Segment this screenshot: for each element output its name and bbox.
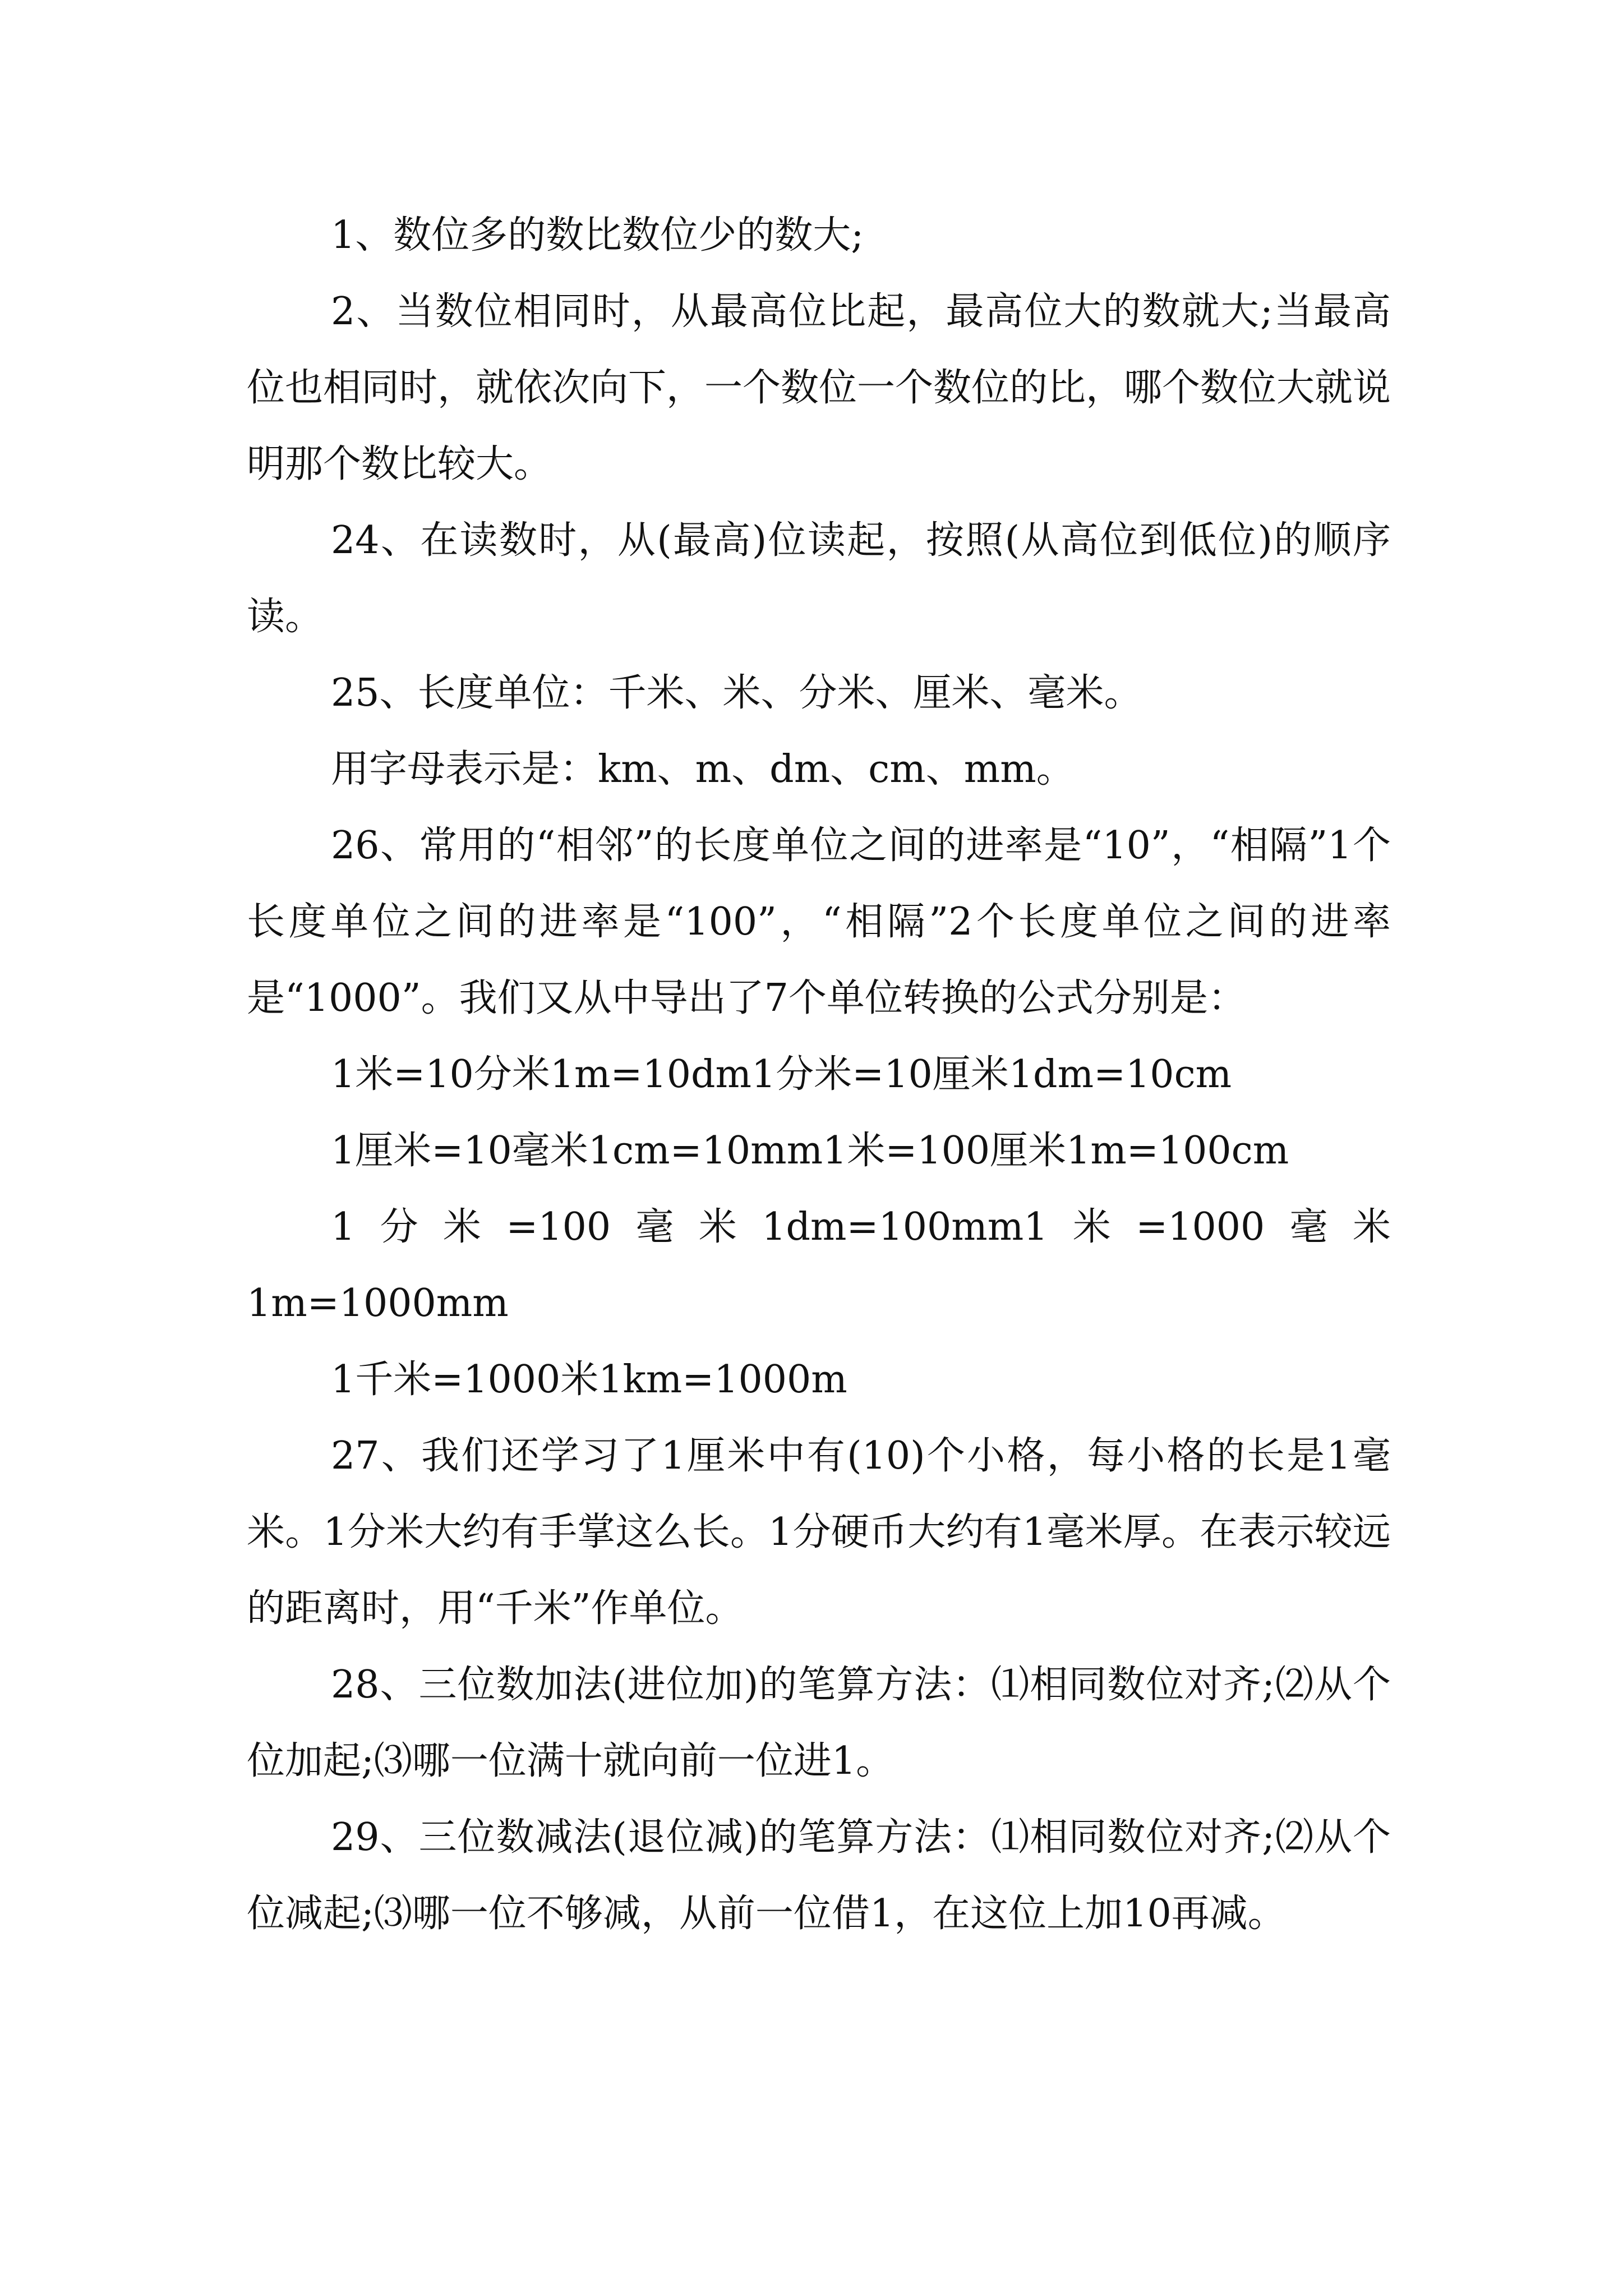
paragraph-28: 28、三位数加法(进位加)的笔算方法：⑴相同数位对齐;⑵从个位加起;⑶哪一位满十就向前一位进1。: [247, 1663, 1391, 1783]
paragraph-units-letters: 用字母表示是：km、m、dm、cm、mm。: [331, 747, 1075, 792]
paragraph-26: 26、常用的“相邻”的长度单位之间的进率是“10”，“相隔”1个长度单位之间的进率是“100”，“相隔”2个长度单位之间的进率是“1000”。我们又从中导出了7个单位转换的公式分别是：: [247, 823, 1391, 1020]
paragraph-1: 1、数位多的数比数位少的数大;: [331, 213, 864, 257]
paragraph-25: 25、长度单位：千米、米、分米、厘米、毫米。: [331, 671, 1142, 715]
formula-line-3: 1分米=100毫米1dm=100mm1米=1000毫米1m=1000mm: [247, 1205, 1391, 1326]
paragraph-27: 27、我们还学习了1厘米中有(10)个小格，每小格的长是1毫米。1分米大约有手掌这么长。1分硬币大约有1毫米厚。在表示较远的距离时，用“千米”作单位。: [247, 1434, 1391, 1631]
formula-line-2: 1厘米=10毫米1cm=10mm1米=100厘米1m=100cm: [331, 1129, 1289, 1173]
document-body: [247, 197, 1391, 1952]
paragraph-24: 24、在读数时，从(最高)位读起，按照(从高位到低位)的顺序读。: [247, 518, 1391, 639]
formula-line-4: 1千米=1000米1km=1000m: [331, 1358, 847, 1402]
paragraph-29: 29、三位数减法(退位减)的笔算方法：⑴相同数位对齐;⑵从个位减起;⑶哪一位不够减，从前一位借1，在这位上加10再减。: [247, 1815, 1391, 1936]
formula-line-1: 1米=10分米1m=10dm1分米=10厘米1dm=10cm: [331, 1052, 1232, 1097]
paragraph-2: 2、当数位相同时，从最高位比起，最高位大的数就大;当最高位也相同时，就依次向下，一个数位一个数位的比，哪个数位大就说明那个数比较大。: [247, 289, 1391, 486]
